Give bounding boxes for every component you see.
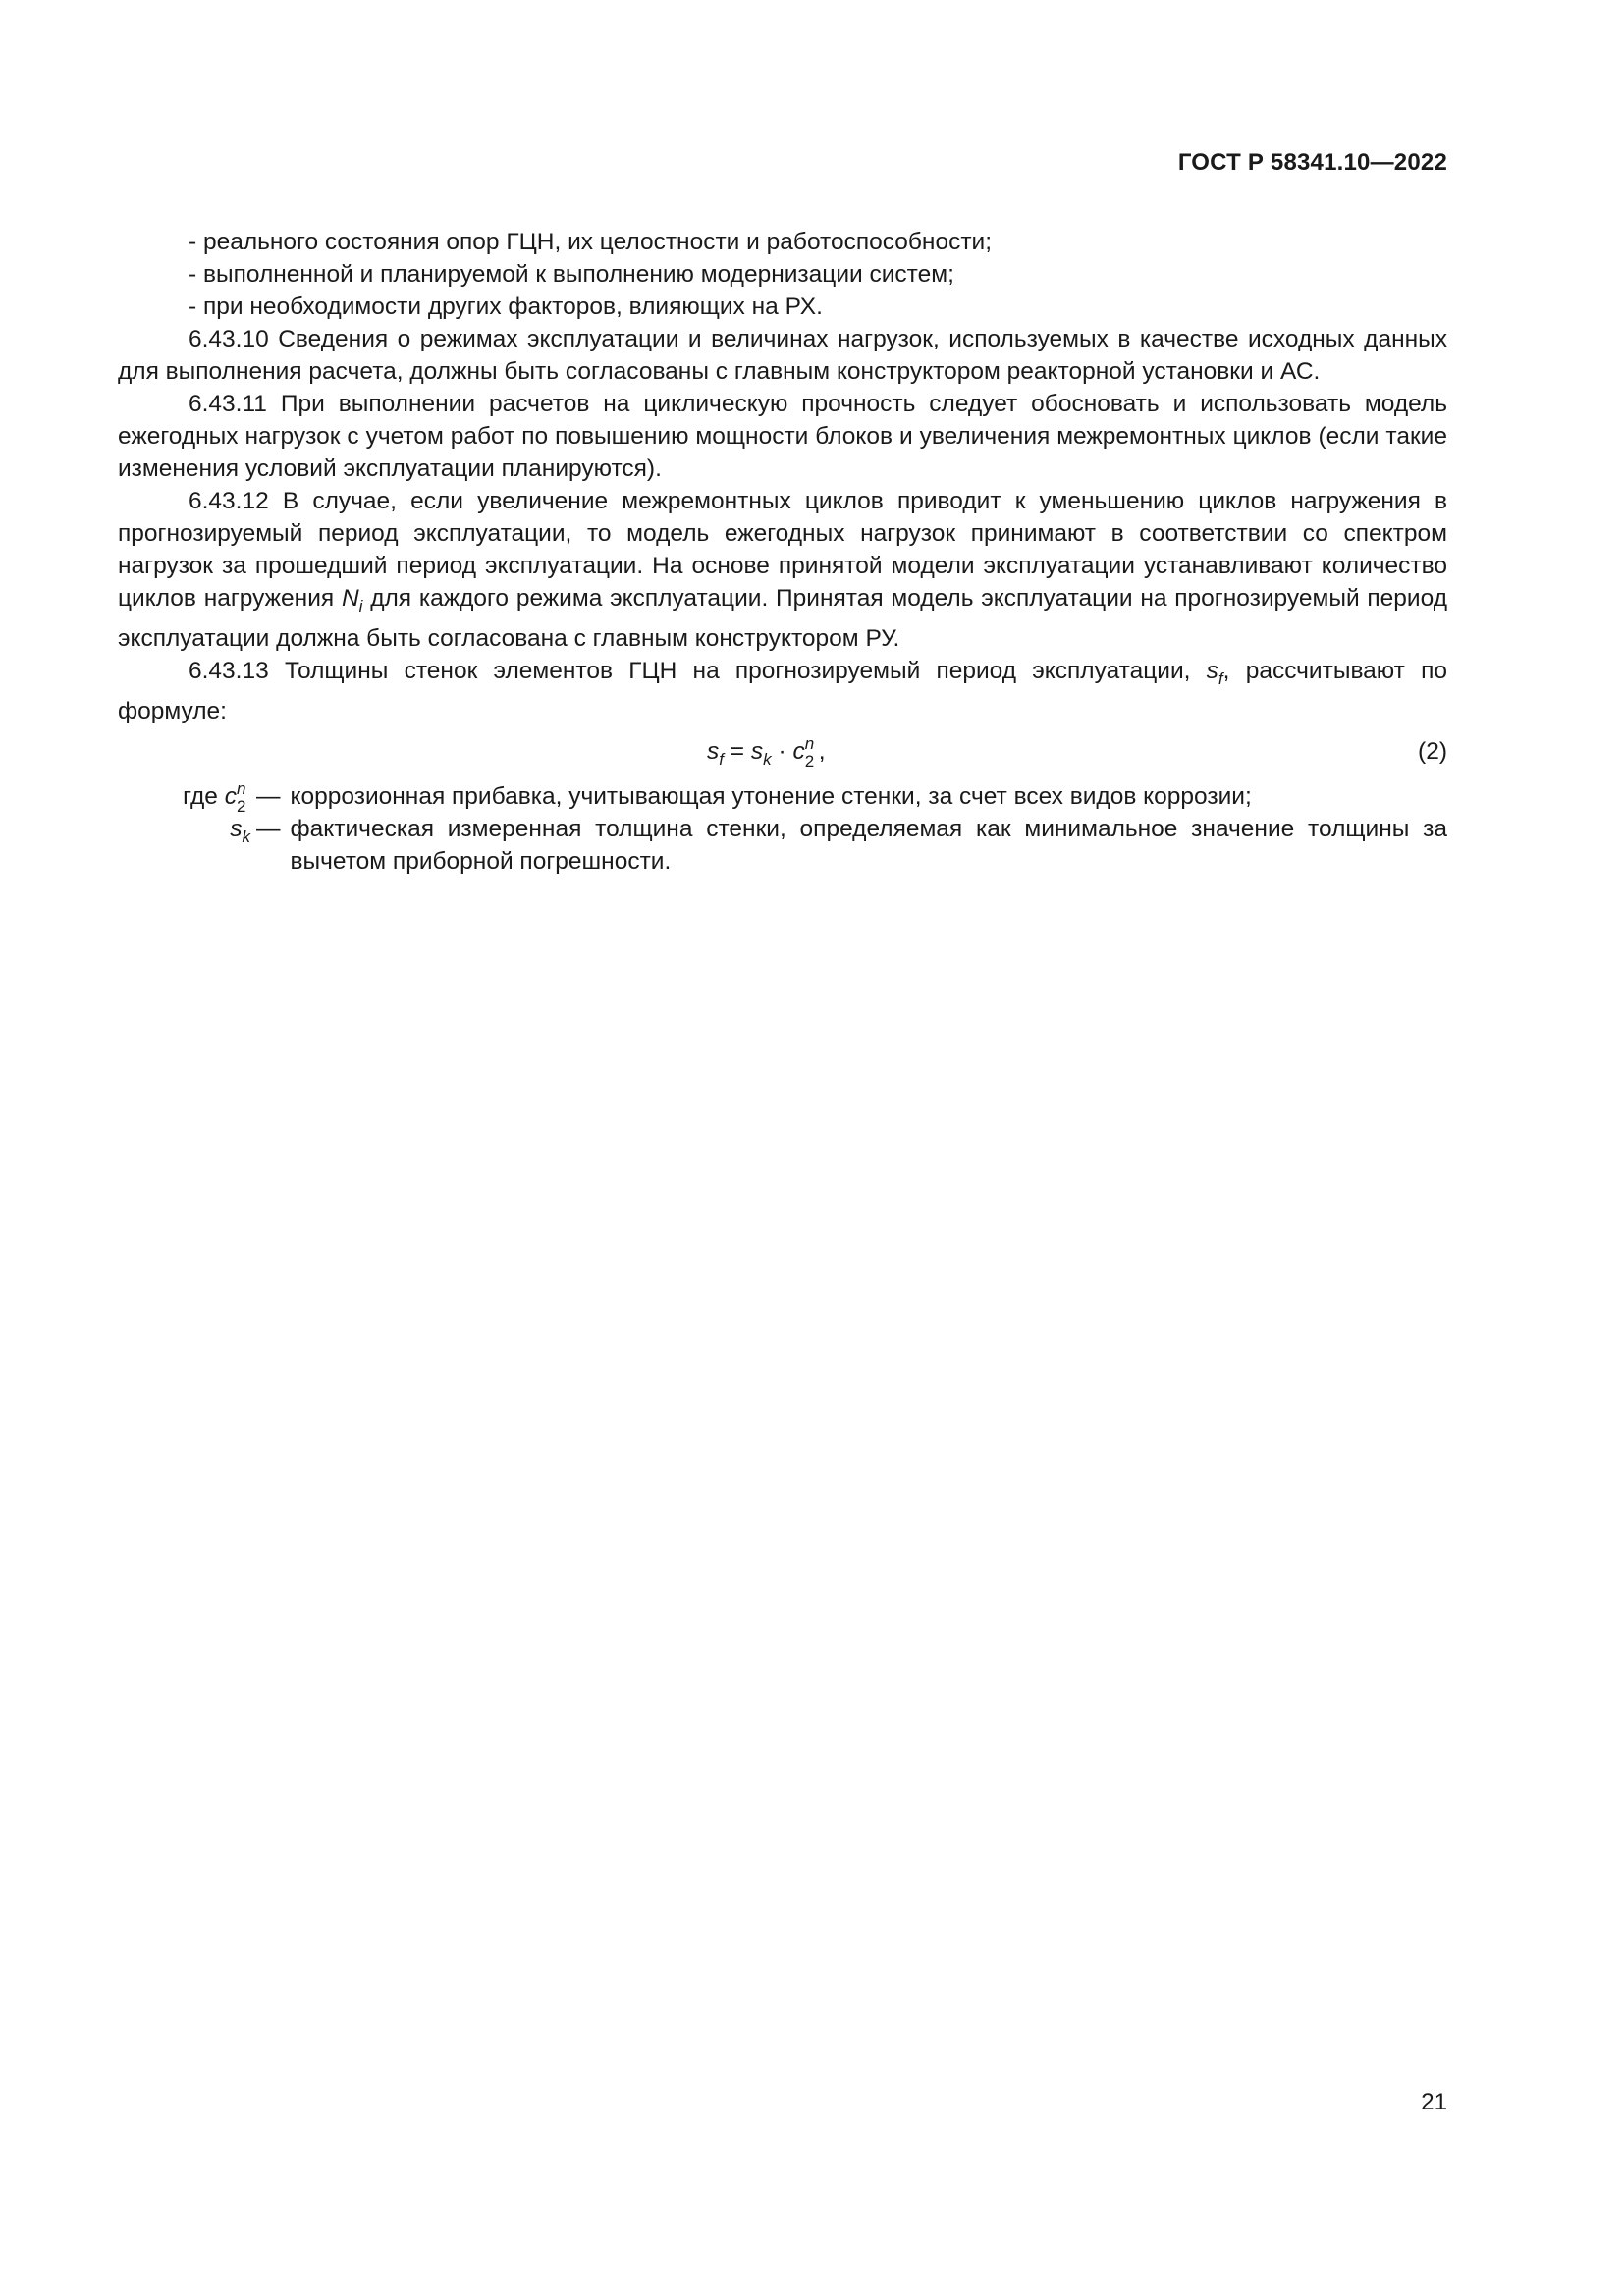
legend-superscript: n xyxy=(237,779,246,798)
formula-subscript: 2 xyxy=(804,752,815,771)
clause-6-43-12 xyxy=(118,485,1447,655)
clause-text: 6.43.13 Толщины стенок элементов ГЦН на прогнозируемый период эксплуатации, xyxy=(189,658,1207,684)
clause-text: 6.43.12 В случае, если увеличение межремонтных циклов приводит к уменьшению циклов нагружения в прогнозируемый период эксплуатации, то модель ежегодных нагрузок принимают в соответствии со спектром нагрузок за прошедший период эксплуатации. На основе принятой модели эксплуатации устанавливают количество циклов нагружения xyxy=(118,488,1447,612)
list-item: - при необходимости других факторов, влияющих на РХ. xyxy=(189,294,823,320)
formula-symbol: s xyxy=(707,738,720,765)
page-body xyxy=(118,226,1447,878)
formula-row xyxy=(118,731,1447,774)
list-item: - выполненной и планируемой к выполнению модернизации систем; xyxy=(189,261,954,288)
variable-subscript: f xyxy=(1218,669,1223,688)
formula-operator: · xyxy=(771,738,793,765)
legend-description: фактическая измеренная толщина стенки, определяемая как минимальное значение толщины за вычетом приборной погрешности. xyxy=(290,816,1447,875)
legend-variable: c xyxy=(224,783,237,810)
legend-variable: s xyxy=(230,816,243,842)
clause-6-43-10: 6.43.10 Сведения о режимах эксплуатации и величинах нагрузок, используемых в качестве исходных данных для выполнения расчета, должны быть согласованы с главным конструктором реакторной установки и АС. xyxy=(118,326,1447,385)
legend-subscript: k xyxy=(242,828,250,846)
page-number: 21 xyxy=(1421,2089,1447,2115)
legend-row xyxy=(118,813,1447,878)
formula-subscript: k xyxy=(763,750,772,769)
formula-subscript: f xyxy=(719,750,724,769)
legend-dash: — xyxy=(256,816,281,842)
legend-row xyxy=(118,779,1447,816)
legend-symbol xyxy=(118,813,250,853)
formula-punctuation: , xyxy=(818,738,826,765)
formula-number: (2) xyxy=(1418,738,1447,765)
formula xyxy=(707,735,826,775)
formula-operator: = xyxy=(723,738,751,765)
legend-subscript: 2 xyxy=(237,797,246,816)
formula-indices xyxy=(804,734,819,771)
formula-symbol: s xyxy=(750,738,764,765)
legend-prefix: где xyxy=(183,783,225,810)
formula-symbol: c xyxy=(792,738,805,765)
variable-subscript: i xyxy=(358,597,363,615)
formula-legend xyxy=(118,780,1447,878)
list-item: - реального состояния опор ГЦН, их целостности и работоспособности; xyxy=(189,229,993,255)
formula-superscript: n xyxy=(804,734,815,753)
legend-indices xyxy=(237,779,250,816)
clause-6-43-11: 6.43.11 При выполнении расчетов на циклическую прочность следует обосновать и использовать модель ежегодных нагрузок с учетом работ по повышению мощности блоков и увеличения межремонтных циклов (если такие изменения условий эксплуатации планируются). xyxy=(118,391,1447,482)
clause-text: , рассчитывают по формуле: xyxy=(118,658,1447,724)
variable-s: s xyxy=(1206,658,1218,684)
clause-text: для каждого режима эксплуатации. Принятая модель эксплуатации на прогнозируемый период эксплуатации должна быть согласована с главным конструктором РУ. xyxy=(118,585,1447,652)
variable-n: N xyxy=(341,585,359,612)
legend-dash: — xyxy=(256,783,281,810)
standard-designation: ГОСТ Р 58341.10—2022 xyxy=(1177,149,1447,176)
clause-6-43-13 xyxy=(118,655,1447,727)
legend-symbol xyxy=(118,779,250,816)
legend-description: коррозионная прибавка, учитывающая утонение стенки, за счет всех видов коррозии; xyxy=(290,783,1252,810)
